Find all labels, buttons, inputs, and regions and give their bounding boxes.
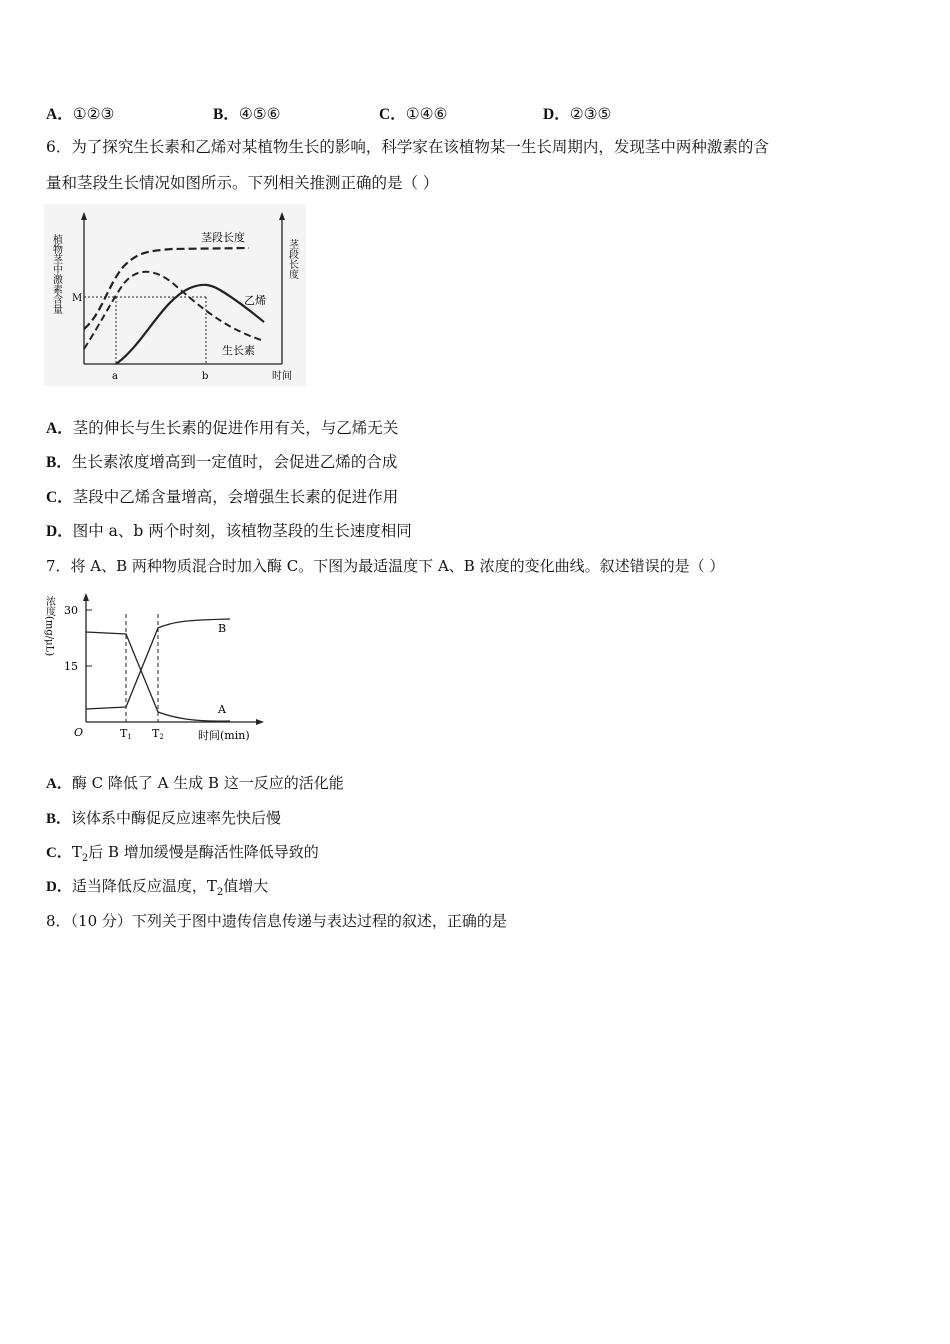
q5-option-a: A．①②③ [46,105,115,123]
q7-label-a: A [218,703,226,716]
q6-label-auxin: 生长素 [222,344,255,357]
q7-tick-15: 15 [64,660,78,673]
q6-option-b: B．生长素浓度增高到一定值时，会促进乙烯的合成 [46,453,398,471]
q5-option-c: C．①④⑥ [379,105,448,123]
q6-stem-line1: 6．为了探究生长素和乙烯对某植物生长的影响，科学家在该植物某一生长周期内，发现茎中两种激素的含 [46,138,769,156]
q8-stem: 8．（10 分）下列关于图中遗传信息传递与表达过程的叙述，正确的是 [46,912,507,930]
q6-label-length: 茎段长度 [201,231,245,244]
q6-label-a: a [112,371,118,382]
q6-x-label: 时间 [272,371,292,382]
q6-option-d: D．图中 a、b 两个时刻，该植物茎段的生长速度相同 [46,522,412,540]
q7-origin: O [74,726,84,739]
q5-option-d: D．②③⑤ [543,105,612,123]
q7-option-a: A．酶 C 降低了 A 生成 B 这一反应的活化能 [46,774,344,792]
q7-figure [44,590,270,750]
q7-tick-30: 30 [64,604,78,617]
q7-option-c: C．$T_2$后 B 增加缓慢是酶活性降低导致的 [46,843,319,864]
q6-figure [44,204,306,386]
q6-option-c: C．茎段中乙烯含量增高，会增强生长素的促进作用 [46,488,399,506]
q7-stem: 7．将 A、B 两种物质混合时加入酶 C。下图为最适温度下 A、B 浓度的变化曲线。叙述错误的是（ ） [46,557,725,575]
q7-label-t2: T2 [152,727,164,741]
q6-y-left-label: 植物茎中激素含量 [50,234,62,314]
q6-stem-line2: 量和茎段生长情况如图所示。下列相关推测正确的是（ ） [46,174,439,192]
q7-x-label: 时间(min) [198,729,250,742]
q6-label-ethylene: 乙烯 [244,294,266,307]
q6-label-b: b [202,371,209,382]
q7-label-t1: T1 [120,727,132,741]
q6-y-right-label: 茎段长度 [286,239,298,279]
q7-option-d: D．适当降低反应温度，$T_2$值增大 [46,877,269,898]
q6-label-m: M [72,293,83,304]
q6-option-a: A．茎的伸长与生长素的促进作用有关，与乙烯无关 [46,419,399,437]
q5-option-b: B．④⑤⑥ [213,105,281,123]
q7-option-b: B．该体系中酶促反应速率先快后慢 [46,809,282,827]
q7-y-label: 浓度(mg/μL) [44,596,55,657]
q7-label-b: B [218,622,227,635]
